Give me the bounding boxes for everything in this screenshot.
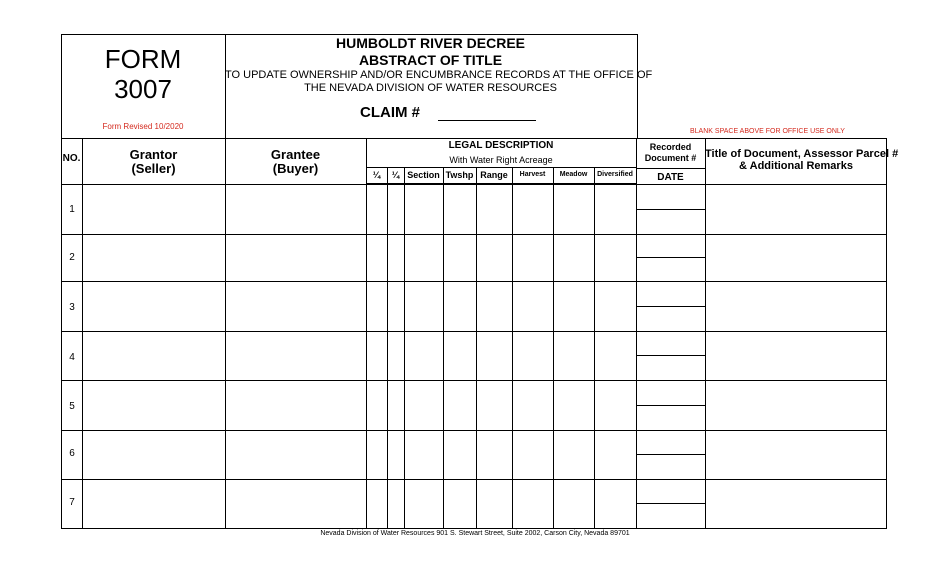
form-label: FORM <box>104 44 182 74</box>
row-number: 3 <box>69 302 75 313</box>
header-document-number: Document # <box>644 153 697 163</box>
row-divider <box>61 331 887 332</box>
row-number: 7 <box>69 497 75 508</box>
row-number: 1 <box>69 204 75 215</box>
header-no: NO. <box>62 153 81 164</box>
col-divider <box>366 138 367 529</box>
header-quarter-1: ¼ <box>372 170 381 180</box>
header-meadow: Meadow <box>559 171 588 178</box>
header-remarks: & Additional Remarks <box>739 160 853 172</box>
col-divider <box>443 167 444 529</box>
header-legal-sub: With Water Right Acreage <box>449 155 553 165</box>
row-divider <box>61 234 887 235</box>
col-divider <box>553 167 554 529</box>
document-subtitle-line2: THE NEVADA DIVISION OF WATER RESOURCES <box>304 82 557 94</box>
document-title-line2: ABSTRACT OF TITLE <box>358 52 503 68</box>
claim-label: CLAIM # <box>360 104 420 121</box>
row-divider <box>61 430 887 431</box>
header-grantor: Grantor <box>129 147 178 162</box>
date-divider <box>636 405 705 406</box>
row-number: 5 <box>69 401 75 412</box>
claim-number-field[interactable] <box>438 106 536 121</box>
col-divider <box>705 138 706 529</box>
date-divider <box>636 503 705 504</box>
col-divider <box>404 167 405 529</box>
header-legal-description: LEGAL DESCRIPTION <box>448 140 554 151</box>
header-section: Section <box>407 170 440 180</box>
row-divider <box>61 281 887 282</box>
header-title-of-document: Title of Document, Assessor Parcel # <box>705 148 899 160</box>
form-number: 3007 <box>114 74 172 104</box>
col-divider <box>512 167 513 529</box>
row-divider <box>366 167 636 168</box>
header-date: DATE <box>657 172 684 183</box>
date-divider <box>636 454 705 455</box>
document-title-line1: HUMBOLDT RIVER DECREE <box>335 35 525 51</box>
header-diversified: Diversified <box>597 171 633 178</box>
header-grantor-sub: (Seller) <box>131 161 176 176</box>
date-divider <box>636 306 705 307</box>
header-range: Range <box>480 170 508 180</box>
row-number: 6 <box>69 448 75 459</box>
header-quarter-2: ¼ <box>391 170 400 180</box>
row-divider <box>636 168 705 169</box>
col-divider <box>82 138 83 529</box>
col-divider <box>387 167 388 529</box>
date-divider <box>636 355 705 356</box>
col-divider <box>476 167 477 529</box>
col-divider <box>636 138 637 529</box>
document-subtitle-line1: TO UPDATE OWNERSHIP AND/OR ENCUMBRANCE RECORDS AT THE OFFICE OF <box>225 69 653 81</box>
date-divider <box>636 209 705 210</box>
header-harvest: Harvest <box>519 171 546 178</box>
form-revised-date: Form Revised 10/2020 <box>102 122 184 131</box>
abstract-table <box>61 138 899 529</box>
header-twshp: Twshp <box>445 170 474 180</box>
row-number: 2 <box>69 252 75 263</box>
header-grantee: Grantee <box>270 147 321 162</box>
col-divider <box>225 138 226 529</box>
row-number: 4 <box>69 352 75 363</box>
footer-address: Nevada Division of Water Resources 901 S. Stewart Street, Suite 2002, Carson City, Nevada 89701 <box>320 530 630 537</box>
date-divider <box>636 257 705 258</box>
col-divider <box>594 167 595 529</box>
header-recorded: Recorded <box>649 142 692 152</box>
row-divider <box>61 380 887 381</box>
row-divider <box>61 479 887 480</box>
header-grantee-sub: (Buyer) <box>272 161 319 176</box>
row-divider <box>61 184 887 185</box>
office-use-note: BLANK SPACE ABOVE FOR OFFICE USE ONLY <box>690 128 845 135</box>
